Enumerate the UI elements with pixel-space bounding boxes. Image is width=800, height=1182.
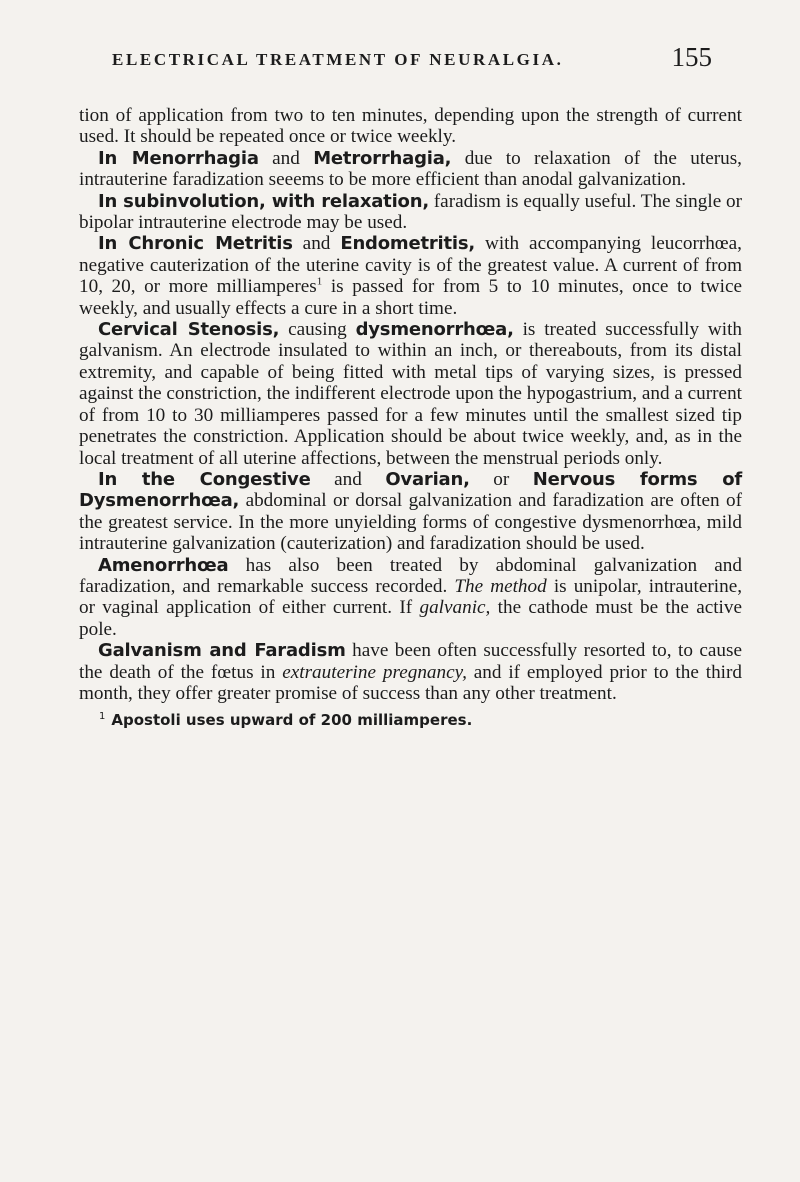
footnote-marker: 1 — [99, 711, 106, 723]
heading-cervical-stenosis: Cervical Stenosis, — [98, 319, 280, 341]
heading-dysmenorrhoea: dysmenorrhœa, — [355, 319, 514, 341]
heading-ovarian: Ovarian, — [385, 468, 470, 490]
paragraph-galvanism-faradism: Galvanism and Faradism have been often successfully resorted to, to cause the death of the fœtus in extrauterine pregnancy, and if employed prior to the third month, they offer greater promise of success than any other treatment. — [79, 640, 742, 704]
heading-menorrhagia: In Menorrhagia — [98, 147, 259, 169]
heading-metrorrhagia: Metrorrhagia, — [313, 147, 452, 169]
heading-congestive: In the Congestive — [98, 468, 311, 490]
paragraph-cervical-stenosis: Cervical Stenosis, causing dysmenorrhœa, is treated successfully with galvanism. An electrode insulated to within an inch, or thereabouts, from its distal extremity, and capable of being fitted with metal tips of varying sizes, is pressed against the constriction, the indifferent electrode upon the hypogastrium, and a current of from 10 to 30 milliamperes passed for a few minutes until the smallest sized tip penetrates the constriction. Application should be about twice weekly, and, as in the local treatment of all uterine affections, between the menstrual periods only. — [79, 319, 742, 469]
footnote-reference[interactable]: 1 — [316, 275, 323, 288]
heading-amenorrhoea: Amenorrhœa — [98, 554, 229, 576]
paragraph-congestive-dysmenorrhoea: In the Congestive and Ovarian, or Nervous forms of Dysmenorrhœa, abdominal or dorsal galvanization and faradization are often of the greatest service. In the more unyielding forms of congestive dysmenorrhœa, mild intrauterine galvanization (cauterization) and faradization should be used. — [79, 468, 742, 555]
running-title: ELECTRICAL TREATMENT OF NEURALGIA. — [112, 50, 564, 69]
footnote — [99, 710, 742, 730]
heading-nervous-forms: Nervous forms of Dysmenorrhœa, — [79, 468, 742, 512]
paragraph-chronic-metritis: In Chronic Metritis and Endometritis, with accompanying leucorrhœa, negative cauterization of the uterine cavity is of the greatest value. A current of from 10, 20, or more milliamperes$^1$ is passed for from 5 to 10 minutes, once to twice weekly, and usually effects a cure in a short time. — [79, 233, 742, 319]
heading-subinvolution: In subinvolution, with relaxation, — [98, 190, 429, 212]
heading-galvanism-faradism: Galvanism and Faradism — [98, 640, 346, 662]
page-number: 155 — [671, 42, 712, 72]
body-text — [79, 105, 742, 730]
paragraph-amenorrhoea: Amenorrhœa has also been treated by abdominal galvanization and faradization, and remarkable success recorded. The method is unipolar, intrauterine, or vaginal application of either current. If galvanic, the cathode must be the active pole. — [79, 554, 743, 640]
footnote-text: Apostoli uses upward of 200 milliamperes. — [111, 711, 473, 730]
emphasis-galvanic: galvanic, — [419, 597, 491, 619]
heading-chronic-metritis: In Chronic Metritis — [98, 233, 293, 255]
running-header — [112, 36, 712, 76]
heading-endometritis: Endometritis, — [340, 233, 476, 255]
paragraph-menorrhagia: In Menorrhagia and Metrorrhagia, due to relaxation of the uterus, intrauterine faradization seeems to be more efficient than anodal galvanization. — [79, 147, 742, 191]
paragraph-subinvolution: In subinvolution, with relaxation, faradism is equally useful. The single or bipolar intrauterine electrode may be used. — [79, 190, 742, 234]
emphasis-the-method: The method — [454, 575, 547, 597]
paragraph-continuation: tion of application from two to ten minutes, depending upon the strength of current used. It should be repeated once or twice weekly. — [79, 105, 742, 148]
emphasis-extrauterine-pregnancy: extrauterine pregnancy, — [282, 661, 467, 683]
